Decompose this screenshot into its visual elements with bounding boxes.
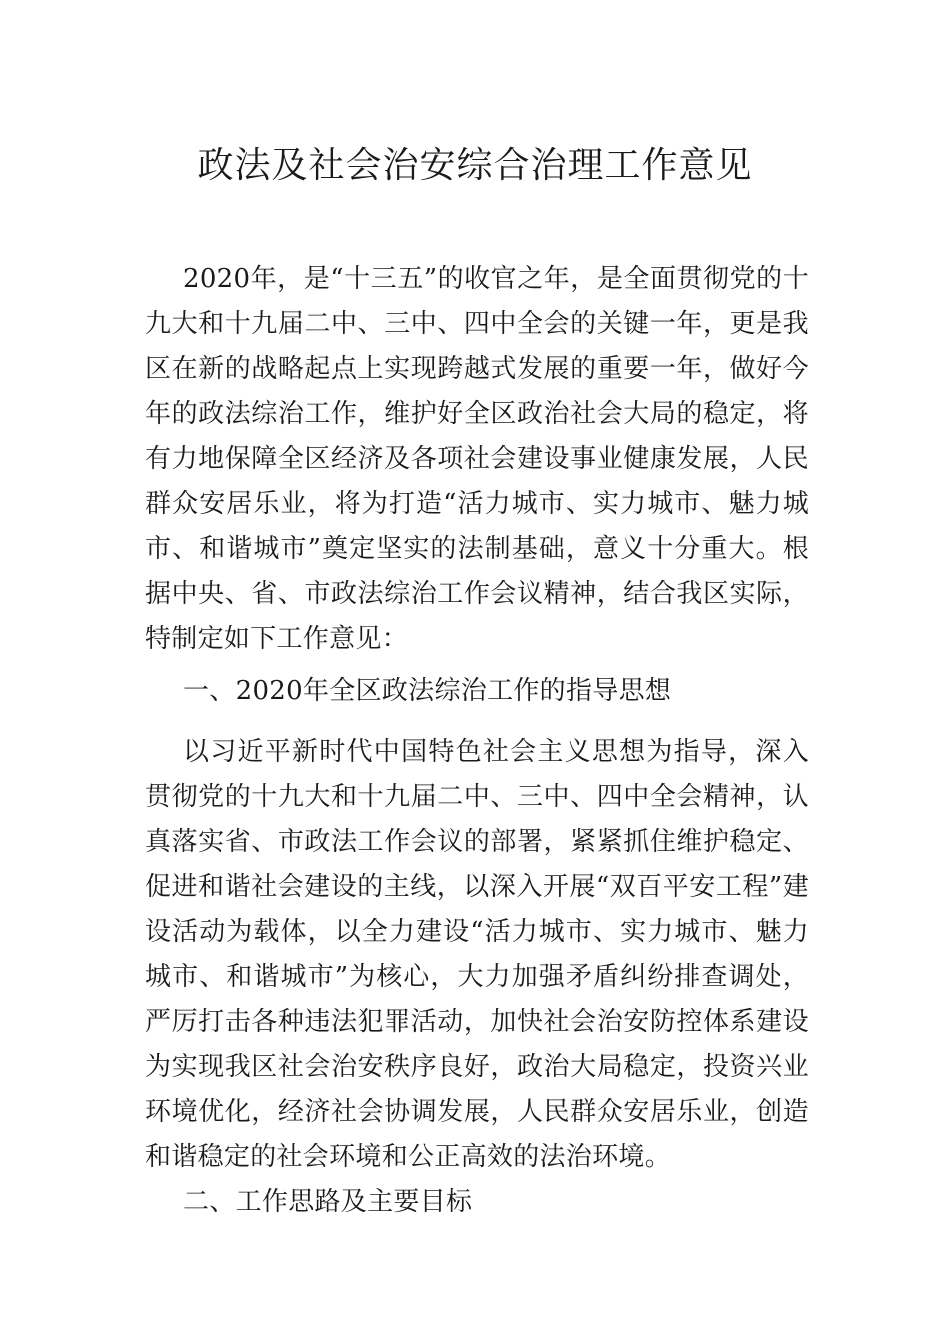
section-heading-1: 一、2020年全区政法综治工作的指导思想	[183, 676, 672, 706]
section-heading-2: 二、工作思路及主要目标	[183, 1187, 473, 1217]
guiding-thought-paragraph: 以习近平新时代中国特色社会主义思想为指导，深入贯彻党的十九大和十九届二中、三中、四中全会精神，认真落实省、市政法工作会议的部署，紧紧抓住维护稳定、促进和谐社会建设的主线，以深入开展“双百平安工程”建设活动为载体，以全力建设“活力城市、实力城市、魅力城市、和谐城市”为核心，大力加强矛盾纠纷排查调处，严厉打击各种违法犯罪活动，加快社会治安防控体系建设为实现我区社会治安秩序良好，政治大局稳定，投资兴业环境优化，经济社会协调发展，人民群众安居乐业，创造和谐稳定的社会环境和公正高效的法治环境。	[145, 737, 809, 1172]
intro-paragraph: 2020年，是“十三五”的收官之年，是全面贯彻党的十九大和十九届二中、三中、四中全会的关键一年，更是我区在新的战略起点上实现跨越式发展的重要一年，做好今年的政法综治工作，维护好全区政治社会大局的稳定，将有力地保障全区经济及各项社会建设事业健康发展，人民群众安居乐业，将为打造“活力城市、实力城市、魅力城市、和谐城市”奠定坚实的法制基础，意义十分重大。根据中央、省、市政法综治工作会议精神，结合我区实际，特制定如下工作意见：	[145, 264, 809, 654]
document-title: 政法及社会治安综合治理工作意见	[197, 145, 753, 186]
